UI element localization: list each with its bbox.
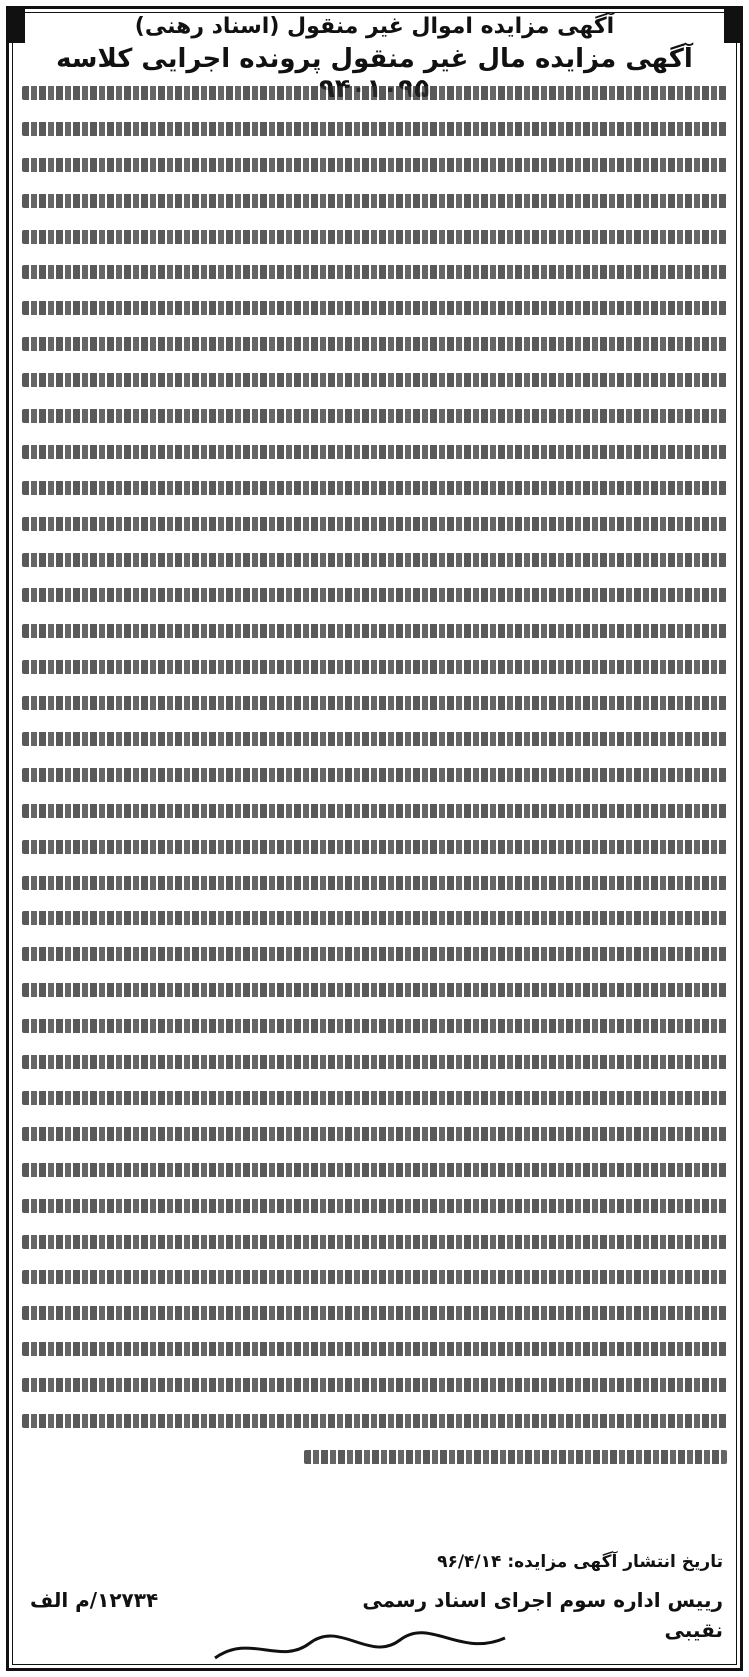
body-line: [22, 517, 727, 531]
body-line: [304, 1450, 727, 1464]
body-line: [22, 588, 727, 602]
body-line: [22, 1163, 727, 1177]
body-line: [22, 122, 727, 136]
body-line: [22, 1055, 727, 1069]
body-line: [22, 230, 727, 244]
body-line: [22, 1342, 727, 1356]
body-line: [22, 876, 727, 890]
body-line: [22, 1270, 727, 1284]
body-line: [22, 840, 727, 854]
notice-number: ۱۲۷۳۴/م الف: [30, 1588, 159, 1612]
body-line: [22, 158, 727, 172]
body-line: [22, 1414, 727, 1428]
body-line: [22, 265, 727, 279]
notice-body-text-illegible: [22, 86, 727, 1546]
body-line: [22, 86, 727, 100]
body-line: [22, 409, 727, 423]
body-line: [22, 1378, 727, 1392]
body-line: [22, 194, 727, 208]
body-line: [22, 553, 727, 567]
body-line: [22, 1019, 727, 1033]
body-line: [22, 660, 727, 674]
body-line: [22, 1091, 727, 1105]
body-line: [22, 983, 727, 997]
body-line: [22, 732, 727, 746]
signer-name: نقیبی: [664, 1618, 723, 1642]
body-line: [22, 373, 727, 387]
body-line: [22, 1127, 727, 1141]
body-line: [22, 1306, 727, 1320]
body-line: [22, 804, 727, 818]
body-line: [22, 301, 727, 315]
body-line: [22, 768, 727, 782]
body-line: [22, 911, 727, 925]
body-line: [22, 624, 727, 638]
body-line: [22, 947, 727, 961]
body-line: [22, 445, 727, 459]
notice-subtitle: آگهی مزایده مال غیر منقول پرونده اجرایی کلاسه: [56, 44, 693, 74]
handwritten-signature-icon: [210, 1628, 510, 1668]
publish-date: تاریخ انتشار آگهی مزایده: ۹۶/۴/۱۴: [437, 1552, 723, 1572]
signer-title: رییس اداره سوم اجرای اسناد رسمی: [362, 1588, 723, 1612]
notice-title: آگهی مزایده اموال غیر منقول (اسناد رهنی): [134, 14, 615, 39]
body-line: [22, 696, 727, 710]
body-line: [22, 481, 727, 495]
body-line: [22, 1199, 727, 1213]
body-line: [22, 1235, 727, 1249]
body-line: [22, 337, 727, 351]
